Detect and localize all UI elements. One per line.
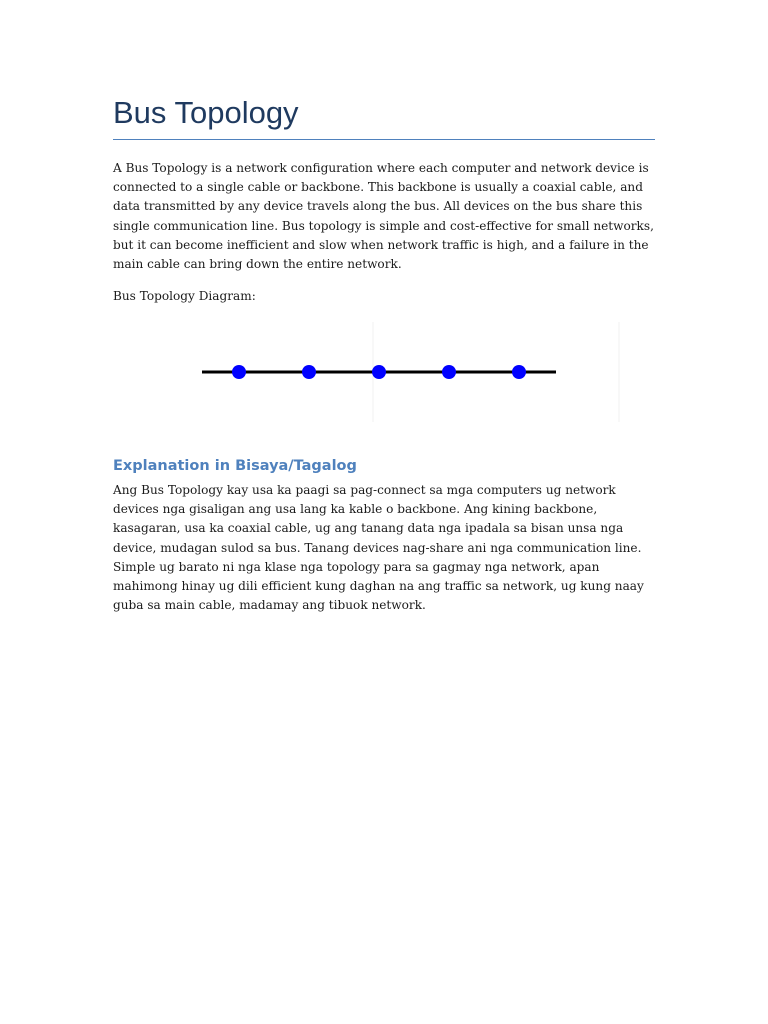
- bus-topology-diagram: [197, 322, 627, 422]
- bus-node-3: [372, 365, 386, 379]
- bus-diagram-svg: [197, 322, 627, 422]
- diagram-caption: Bus Topology Diagram:: [113, 289, 256, 303]
- page-title: Bus Topology: [113, 95, 299, 130]
- bus-node-1: [232, 365, 246, 379]
- intro-paragraph: A Bus Topology is a network configuration where each computer and network device is connected to a single cable or backbone. This backbone is usually a coaxial cable, and data transmitted by any device travels along the bus. All devices on the bus share this single communication line. Bus topology is simple and cost-effective for small networks, but it can become inefficient and slow when network traffic is high, and a failure in the main cable can bring down the entire network.: [113, 161, 654, 272]
- section-heading: Explanation in Bisaya/Tagalog: [113, 458, 357, 474]
- title-underline: [113, 139, 655, 140]
- bus-node-4: [442, 365, 456, 379]
- bus-node-2: [302, 365, 316, 379]
- bus-node-5: [512, 365, 526, 379]
- explanation-paragraph: Ang Bus Topology kay usa ka paagi sa pag-connect sa mga computers ug network devices nga gisaligan ang usa lang ka kable o backbone. Ang kining backbone, kasagaran, usa ka coaxial cable, ug ang tanang data nga ipadala sa bisan unsa nga device, mudagan sulod sa bus. Tanang devices nag-share ani nga communication line. Simple ug barato ni nga klase nga topology para sa gagmay nga network, apan mahimong hinay ug dili efficient kung daghan na ang traffic sa network, ug kung naay guba sa main cable, madamay ang tibuok network.: [113, 483, 644, 613]
